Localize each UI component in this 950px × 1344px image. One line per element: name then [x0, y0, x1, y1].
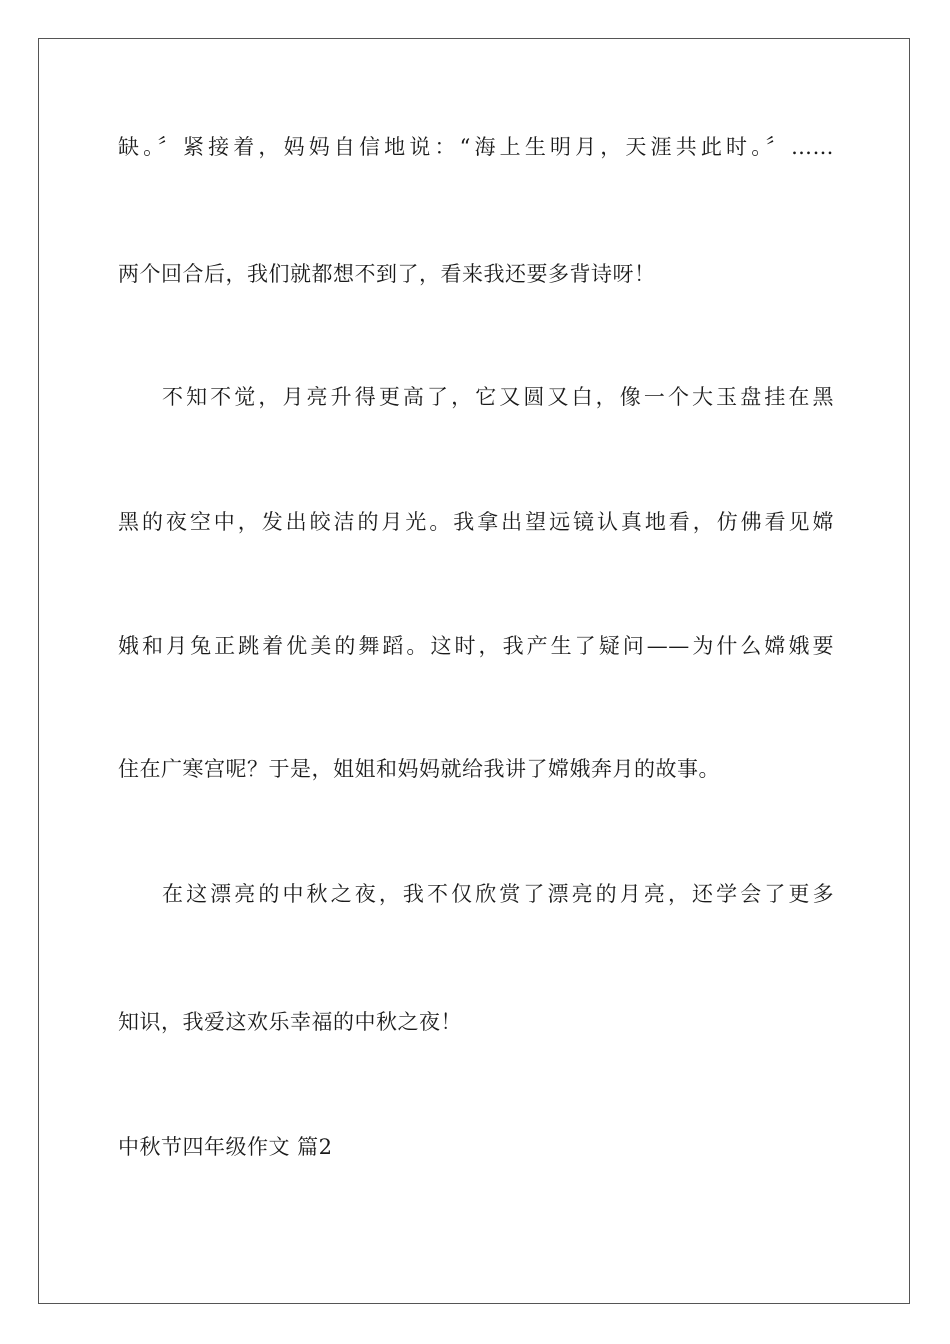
- text-line-7: 在这漂亮的中秋之夜，我不仅欣赏了漂亮的月亮，还学会了更多: [162, 882, 834, 906]
- text-line-1: 缺。〞紧接着，妈妈自信地说：“海上生明月，天涯共此时。〞……: [118, 135, 834, 159]
- text-line-3: 不知不觉，月亮升得更高了，它又圆又白，像一个大玉盘挂在黑: [162, 385, 834, 409]
- text-line-6: 住在广寒宫呢？于是，姐姐和妈妈就给我讲了嫦娥奔月的故事。: [118, 757, 720, 781]
- section-heading: 中秋节四年级作文 篇2: [118, 1135, 333, 1159]
- text-line-8: 知识，我爱这欢乐幸福的中秋之夜！: [118, 1010, 462, 1034]
- page-border: [38, 38, 910, 1304]
- text-line-4: 黑的夜空中，发出皎洁的月光。我拿出望远镜认真地看，仿佛看见嫦: [118, 510, 834, 534]
- text-line-2: 两个回合后，我们就都想不到了，看来我还要多背诗呀！: [118, 262, 656, 286]
- text-line-5: 娥和月兔正跳着优美的舞蹈。这时，我产生了疑问——为什么嫦娥要: [118, 634, 834, 658]
